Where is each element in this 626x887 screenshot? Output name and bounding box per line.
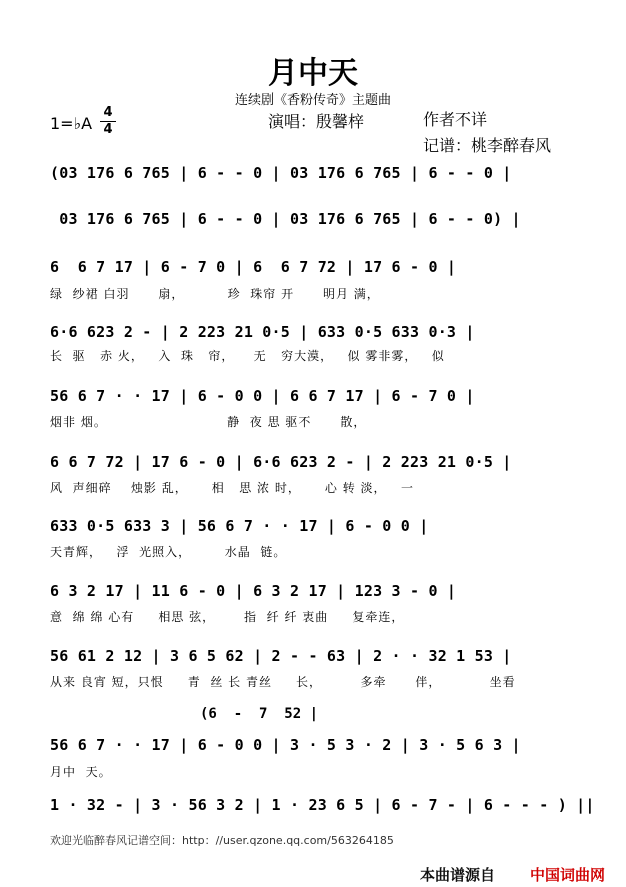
singer-credit: 演唱：殷馨梓 bbox=[268, 112, 365, 131]
visit-link-text: 欢迎光临醉春风记谱空间：http：//user.qzone.qq.com/563264185 bbox=[50, 834, 394, 847]
notation-line: 6 6 7 72 | 17 6 - 0 | 6·6 623 2 - | 2 223 21 0·5 | bbox=[50, 453, 512, 471]
notation-line: 6 3 2 17 | 11 6 - 0 | 6 3 2 17 | 123 3 - 0 | bbox=[50, 582, 457, 600]
notation-line: 56 61 2 12 | 3 6 5 62 | 2 - - 63 | 2 · · 32 1 53 | bbox=[50, 647, 512, 665]
score-row-5 bbox=[50, 385, 575, 411]
notation-line: 633 0·5 633 3 | 56 6 7 · · 17 | 6 - 0 0 | bbox=[50, 517, 429, 535]
lyric-line: 从来 良宵 短，只恨 青 丝 长 青丝 长， 多牵 伴， 坐看 bbox=[50, 675, 516, 689]
time-signature-bottom: 4 bbox=[103, 122, 113, 137]
time-signature bbox=[100, 106, 116, 137]
score-row-2 bbox=[50, 208, 575, 234]
song-subtitle: 连续剧《香粉传奇》主题曲 bbox=[234, 93, 391, 108]
score-row-7 bbox=[50, 515, 575, 541]
score-row-8 bbox=[50, 580, 575, 606]
score-row-10 bbox=[50, 734, 575, 760]
score-row-11 bbox=[50, 794, 595, 820]
song-title: 月中天 bbox=[268, 56, 358, 91]
notation-line: 56 6 7 · · 17 | 6 - 0 0 | 3 · 5 3 · 2 | 3 · 5 6 3 | bbox=[50, 736, 521, 754]
score-row-1 bbox=[50, 162, 575, 188]
composer-credit: 作者不详 bbox=[423, 110, 488, 129]
countermelody-line: (6 - 7 52 | bbox=[200, 706, 319, 722]
notation-line: 6·6 623 2 - | 2 223 21 0·5 | 633 0·5 633 0·3 | bbox=[50, 323, 475, 341]
lyric-line: 长 驱 赤 火， 入 珠 帘， 无 穷大漠， 似 雾非雾， 似 bbox=[50, 349, 445, 363]
notation-line: 03 176 6 765 | 6 - - 0 | 03 176 6 765 | 6 - - 0) | bbox=[50, 210, 521, 228]
lyric-line: 绿 纱裙 白羽 扇， 珍 珠帘 开 明月 满， bbox=[50, 287, 380, 301]
score-row-3 bbox=[50, 256, 575, 282]
lyric-line: 意 绵 绵 心有 相思 弦， 指 纤 纤 衷曲 复牵连， bbox=[50, 610, 405, 624]
source-label: 本曲谱源自 bbox=[420, 866, 496, 884]
site-brand[interactable]: 中国词曲网 bbox=[530, 866, 606, 884]
time-signature-top: 4 bbox=[103, 105, 113, 120]
score-row-9 bbox=[50, 645, 575, 671]
lyric-line: 烟非 烟。 静 夜 思 驱不 散， bbox=[50, 415, 367, 429]
lyric-line: 月中 天。 bbox=[50, 765, 112, 779]
notation-line: 1 · 32 - | 3 · 56 3 2 | 1 · 23 6 5 | 6 - 7 - | 6 - - - ) || bbox=[50, 796, 595, 814]
lyric-line: 天青辉， 浮 光照入， 水晶 链。 bbox=[50, 545, 287, 559]
notation-line: 56 6 7 · · 17 | 6 - 0 0 | 6 6 7 17 | 6 - 7 0 | bbox=[50, 387, 475, 405]
transcriber-credit: 记谱：桃李醉春风 bbox=[423, 136, 552, 155]
notation-line: 6 6 7 17 | 6 - 7 0 | 6 6 7 72 | 17 6 - 0 | bbox=[50, 258, 457, 276]
score-row-6 bbox=[50, 451, 575, 477]
score-row-4 bbox=[50, 321, 575, 347]
lyric-line: 风 声细碎 烛影 乱， 相 思 浓 时， 心 转 淡， 一 bbox=[50, 481, 414, 495]
notation-line: (03 176 6 765 | 6 - - 0 | 03 176 6 765 | 6 - - 0 | bbox=[50, 164, 512, 182]
key-signature: 1=♭A bbox=[50, 114, 93, 133]
